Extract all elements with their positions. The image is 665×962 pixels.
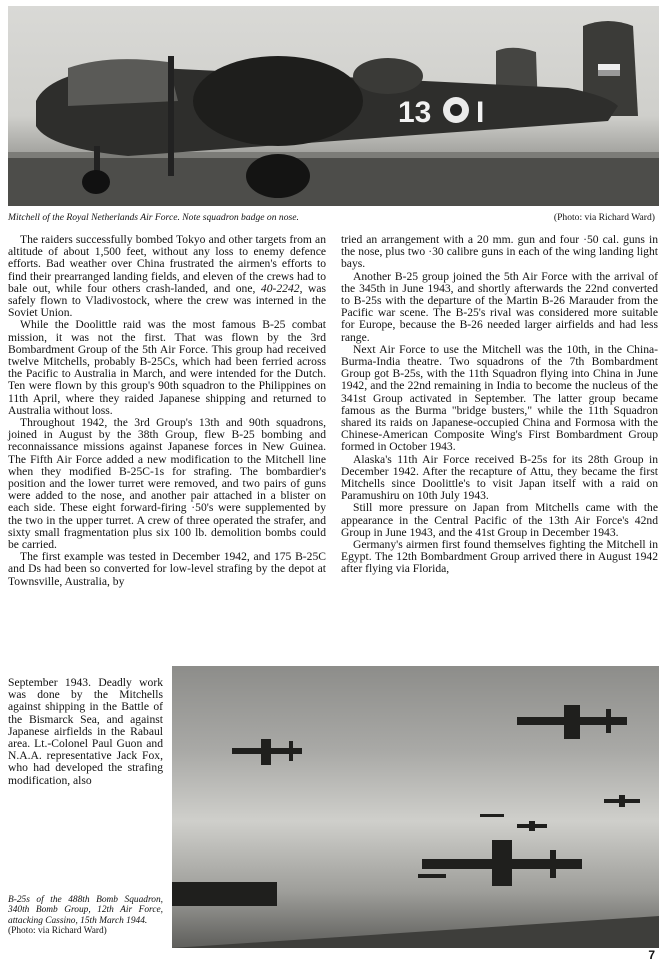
left-paragraph-3: Throughout 1942, the 3rd Group's 13th and 90th squadrons, joined in August by the 38th Group, flew B-25 bombing and reconnaissance missions against Japanese forces in New Guinea. The Fifth Air Force added a new modification to the Mitchell line when they modified B-25C-1s for strafing. The bombardier's position and the lower turret were removed, and two pairs of guns were added to the nose, and another pair attached in a blister on each side. These eight forward-firing ·50's were supplemented by the two in the upper turret. A crew of three operated the strafer, and sixty small fragmentation plus six 100 lb. demolition bombs could be carried. [8,416,326,552]
right-paragraph-4: Alaska's 11th Air Force received B-25s for its 28th Group in December 1942. After the recapture of Attu, they became the first Mitchells since Doolittle's to visit Japan itself with a raid on Paramushiru on 10th July 1943. [341,452,658,503]
left-wrap-paragraph: September 1943. Deadly work was done by the Mitchells against shipping in the Battle of the Bismarck Sea, and against Japanese airfields in the Rabaul area. Lt.-Colonel Paul Guon and N.A.A. representative Jack Fox, who had developed the strafing modification, also [8,676,163,787]
bottom-photo-b25-formation [172,666,659,948]
right-paragraph-3: Next Air Force to use the Mitchell was the 10th, in the China-Burma-India theatre. Two squadrons of the 7th Bombardment Group got B-25s, with the 11th Squadron flying into China in June 1942, and the 22nd remaining in India to become the nucleus of the 341st Group activated in September. The latter group became famous as the Burma "bridge busters," while the 11th Squadron shared its raids on Japanese-occupied China and Formosa with the Chinese-American Composite Wing's First Bombardment Group formed in October 1943. [341,342,658,454]
right-paragraph-1: tried an arrangement with a 20 mm. gun and four ·50 cal. guns in the nose, plus two ·30 calibre guns in each of the wing landing light bays. [341,233,658,271]
bottom-photo-caption [8,895,163,937]
bottom-photo-credit: (Photo: via Richard Ward) [8,926,107,937]
left-paragraph-1: The raiders successfully bombed Tokyo and other targets from an altitude of about 1,500 feet, without any loss to enemy defence efforts. Bad weather over China frustrated the airmen's efforts to find their prearranged landing fields, and eleven of the crews had to bale out, while four others crash-landed, and one, 40-2242, was safely flown to Vladivostock, where the crew was interned in the Soviet Union. [8,233,326,320]
article-right-column [341,234,658,576]
left-paragraph-4: The first example was tested in December 1942, and 175 B-25C and Ds had been so converted for low-level strafing by the depot at Townsville, Australia, by [8,550,326,588]
mitchell-aircraft-illustration [8,6,659,206]
nose-marking-number: 13 [398,96,432,129]
top-photo-credit: (Photo: via Richard Ward) [553,212,655,223]
article-left-column [8,234,326,588]
right-paragraph-2: Another B-25 group joined the 5th Air Force with the arrival of the 345th in June 1943, and shortly afterwards the 22nd converted to B-25s with the departure of the Martin B-26 Marauder from the Pacific war scene. The B-25's rival was considered more suitable for Europe, because the B-26 needed larger airfields and had less range. [341,269,658,344]
left-paragraph-2: While the Doolittle raid was the most famous B-25 combat mission, it was not the first. That was flown by the 3rd Bombardment Group of the 5th Air Force. This group had received twelve Mitchells, probably B-25Cs, which had been ferried across the Pacific to Australia in March, and were intended for the Dutch. Ten were flown by this group's 90th squadron to the Philippines on 11th April, where they raided Japanese shipping and returned to Australia without loss. [8,318,326,417]
bottom-caption-text: B-25s of the 488th Bomb Squadron, 340th Bomb Group, 12th Air Force, attacking Cassino, 15th March 1944. [8,895,163,926]
top-caption-text: Mitchell of the Royal Netherlands Air Force. Note squadron badge on nose. [8,212,299,223]
top-photo-netherlands-mitchell [8,6,659,206]
nose-marking-suffix: I [476,96,485,129]
page-number: 7 [648,948,655,962]
b25-formation-illustration [172,666,659,948]
aircraft-serial: 40-2242 [260,281,300,295]
top-photo-caption [8,212,659,223]
right-paragraph-5: Still more pressure on Japan from Mitchells came with the appearance in the Central Pacific of the 13th Air Force's 42nd Group in June 1943, and the 41st Group in December 1943. [341,501,658,539]
right-paragraph-6: Germany's airmen first found themselves fighting the Mitchell in Egypt. The 12th Bombardment Group arrived there in August 1942 after flying via Florida, [341,538,658,576]
